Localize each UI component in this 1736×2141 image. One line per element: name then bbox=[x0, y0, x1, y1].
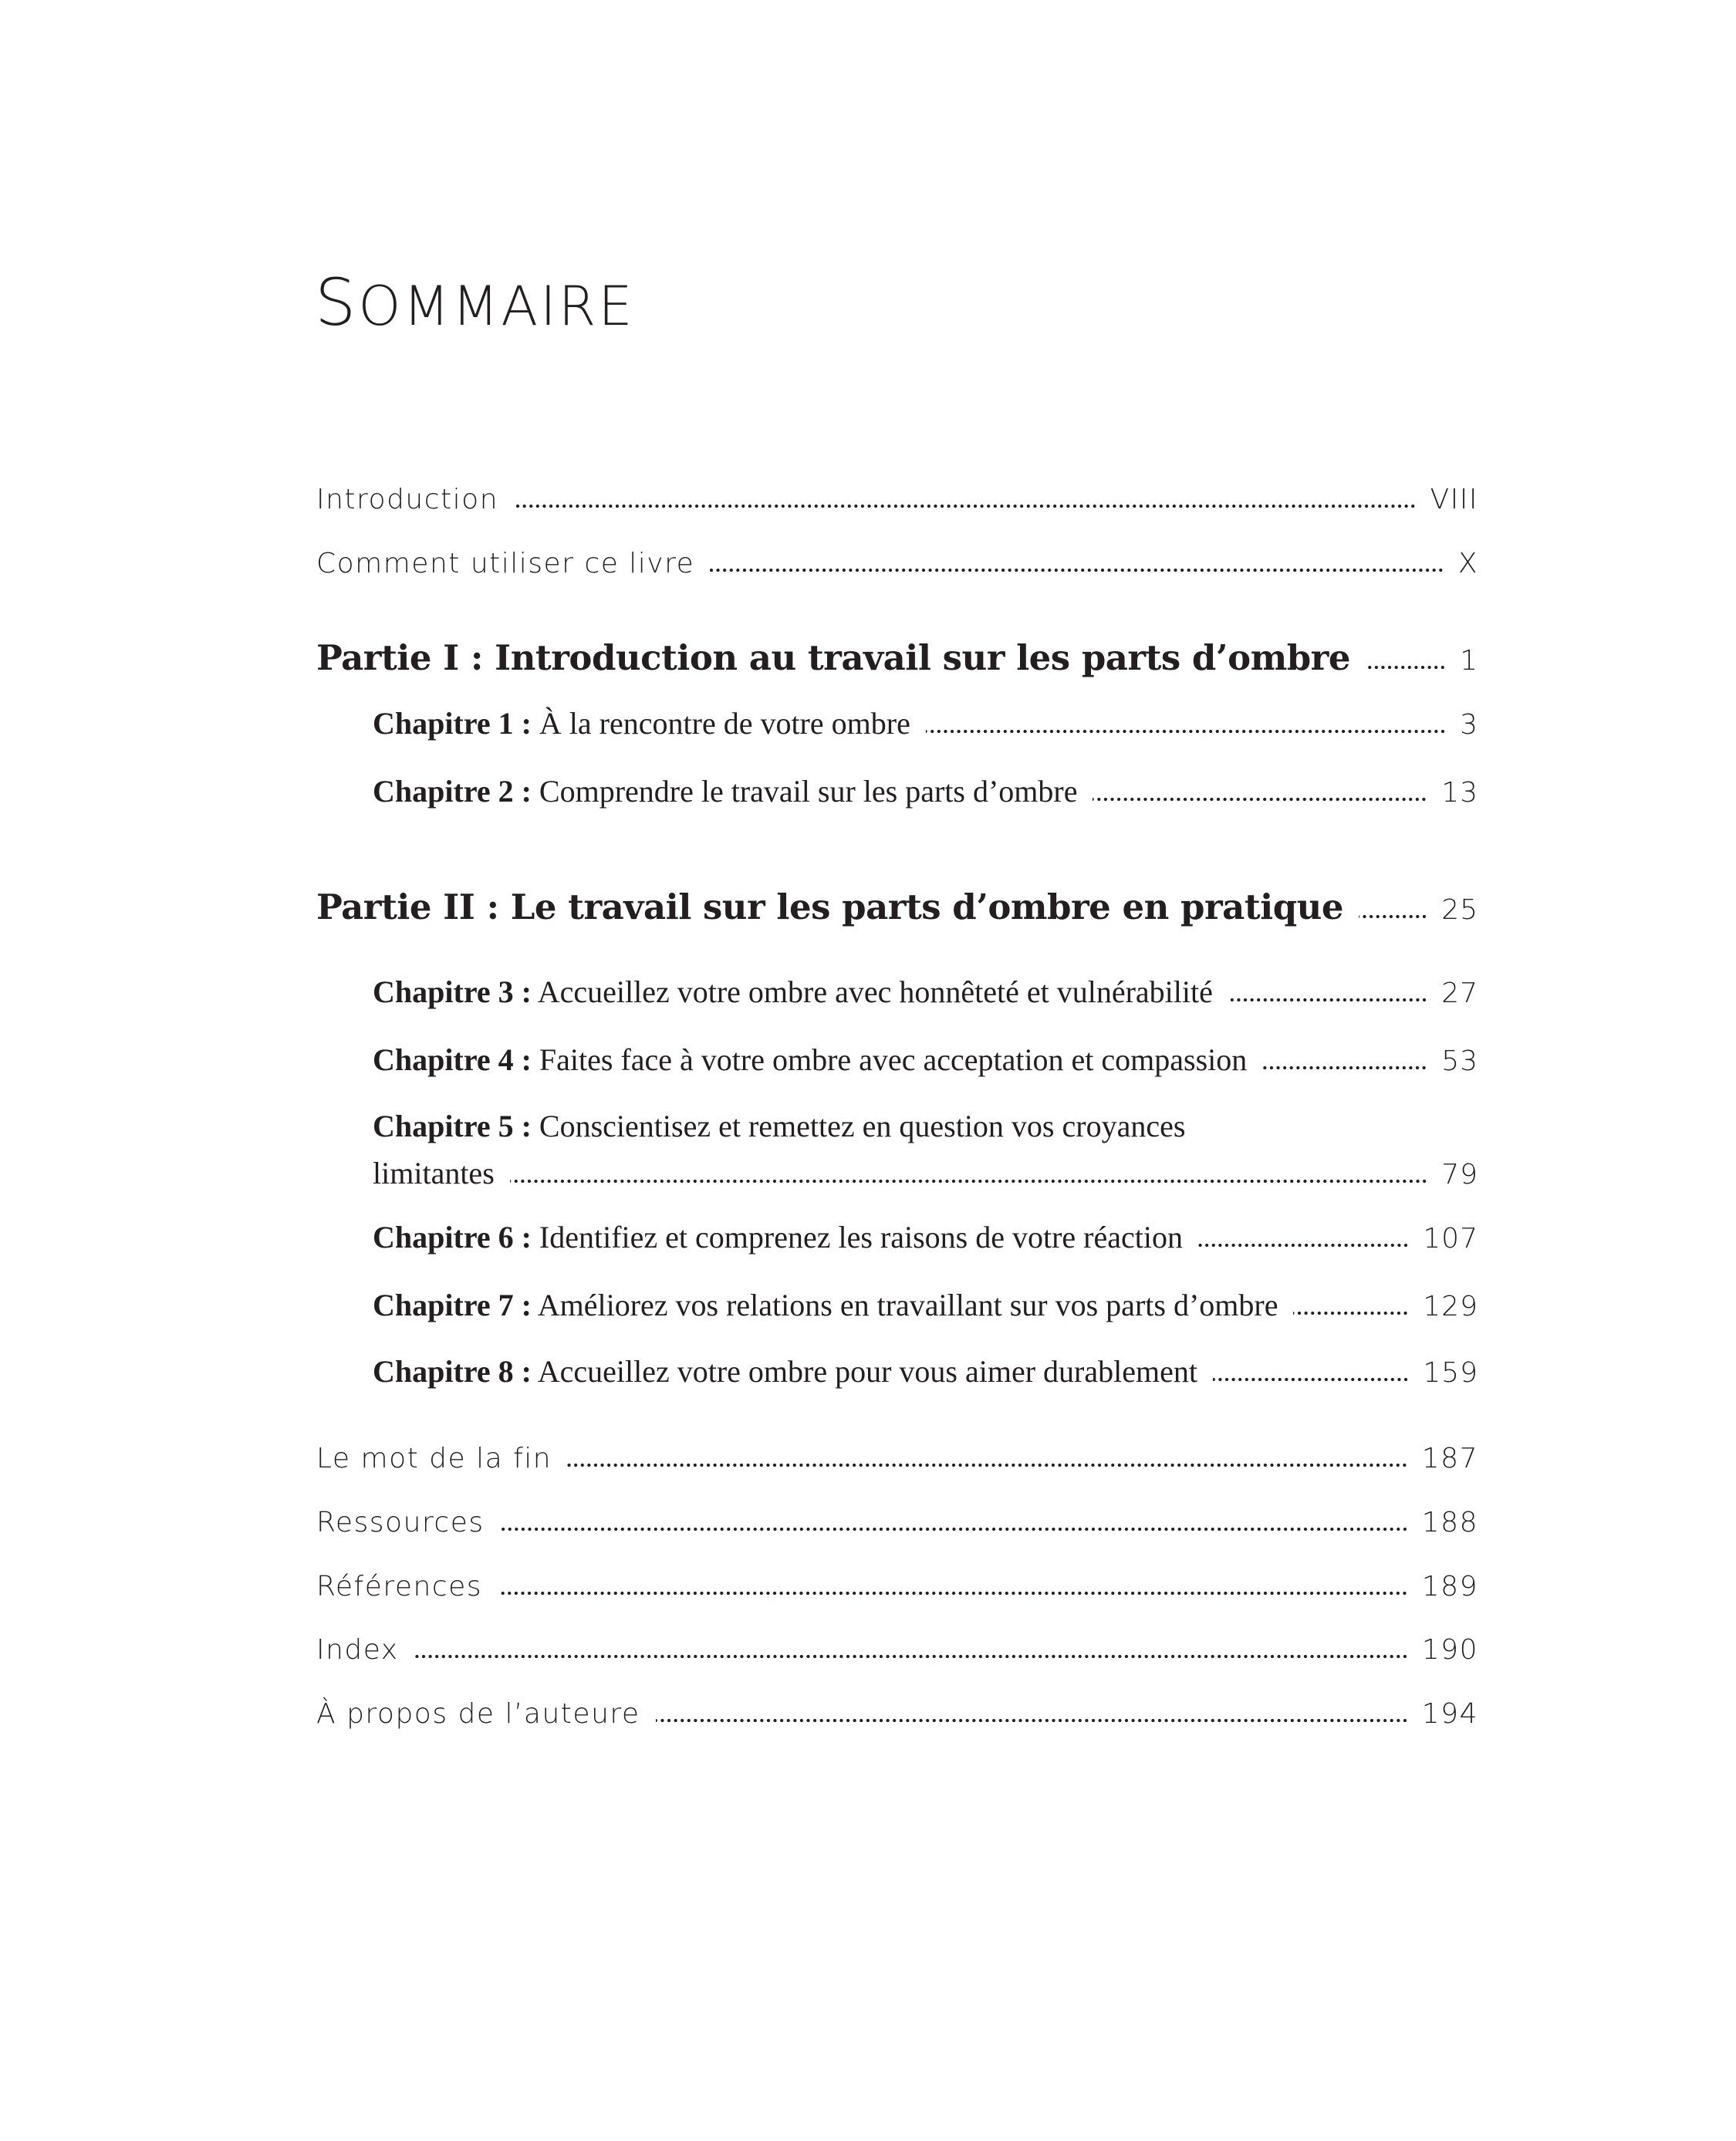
chapter-title: À la rencontre de votre ombre bbox=[539, 706, 910, 741]
dot-leader bbox=[1213, 1377, 1409, 1382]
toc-chapter-label bbox=[373, 974, 1213, 1011]
chapter-number: Chapitre 3 : bbox=[373, 974, 532, 1009]
toc-chapter-label bbox=[373, 1287, 1278, 1324]
toc-chapter-label bbox=[373, 1219, 1183, 1256]
chapter-title: Conscientisez et remettez en question vos croyances bbox=[539, 1109, 1186, 1143]
toc-chapter-1[interactable] bbox=[373, 705, 1478, 744]
toc-entry-page: 53 bbox=[1441, 1045, 1478, 1077]
toc-chapter-label bbox=[373, 705, 910, 742]
chapter-number: Chapitre 5 : bbox=[373, 1109, 532, 1143]
dot-leader bbox=[1366, 665, 1446, 670]
toc-entry-page: 3 bbox=[1460, 709, 1478, 741]
toc-chapter-5-line-1[interactable] bbox=[373, 1108, 1185, 1145]
chapter-title: Faites face à votre ombre avec acceptation et compassion bbox=[539, 1042, 1248, 1077]
chapter-title: Accueillez votre ombre pour vous aimer durablement bbox=[537, 1354, 1197, 1389]
page-title bbox=[315, 264, 635, 345]
toc-entry-a-propos[interactable] bbox=[316, 1697, 1478, 1731]
toc-chapter-3[interactable] bbox=[373, 974, 1478, 1012]
toc-entry-page: 159 bbox=[1423, 1357, 1478, 1389]
dot-leader bbox=[1228, 998, 1427, 1002]
toc-part-label: Partie I : Introduction au travail sur les parts d’ombre bbox=[316, 637, 1350, 678]
toc-part-label: Partie II : Le travail sur les parts d’ombre en pratique bbox=[316, 886, 1344, 927]
dot-leader bbox=[1198, 1243, 1409, 1248]
toc-entry-page: VIII bbox=[1430, 484, 1478, 515]
toc-chapter-2[interactable] bbox=[373, 773, 1478, 812]
dot-leader bbox=[567, 1463, 1408, 1467]
toc-entry-page: X bbox=[1457, 548, 1478, 579]
toc-entry-page: 129 bbox=[1423, 1291, 1478, 1322]
toc-entry-page: 1 bbox=[1460, 645, 1478, 677]
dot-leader bbox=[414, 1654, 1408, 1659]
dot-leader bbox=[500, 1527, 1408, 1531]
dot-leader bbox=[656, 1718, 1408, 1723]
chapter-title: Identifiez et comprenez les raisons de votre réaction bbox=[539, 1220, 1183, 1255]
toc-chapter-7[interactable] bbox=[373, 1287, 1478, 1325]
title-first-letter: S bbox=[315, 265, 359, 341]
toc-entry-page: 189 bbox=[1421, 1571, 1478, 1602]
toc-chapter-8[interactable] bbox=[373, 1353, 1478, 1392]
chapter-number: Chapitre 7 : bbox=[373, 1288, 532, 1322]
chapter-number: Chapitre 8 : bbox=[373, 1354, 532, 1389]
toc-part-1[interactable] bbox=[316, 637, 1478, 682]
toc-entry-label: Ressources bbox=[316, 1507, 485, 1538]
toc-entry-page: 27 bbox=[1441, 978, 1478, 1009]
toc-entry-label: Le mot de la fin bbox=[316, 1443, 552, 1474]
chapter-title-continued: limitantes bbox=[373, 1156, 495, 1190]
toc-entry-page: 79 bbox=[1441, 1159, 1478, 1190]
toc-entry-label: À propos de l’auteure bbox=[316, 1698, 640, 1730]
toc-entry-label: Introduction bbox=[316, 484, 499, 515]
toc-entry-page: 13 bbox=[1441, 777, 1478, 809]
title-rest: OMMAIRE bbox=[358, 275, 635, 339]
toc-entry-page: 25 bbox=[1441, 894, 1478, 926]
toc-entry-comment-utiliser[interactable] bbox=[316, 547, 1478, 581]
toc-entry-le-mot-de-la-fin[interactable] bbox=[316, 1442, 1478, 1476]
chapter-number: Chapitre 6 : bbox=[373, 1220, 532, 1255]
dot-leader bbox=[510, 1179, 1427, 1184]
toc-entry-label: Index bbox=[316, 1634, 399, 1666]
dot-leader bbox=[498, 1591, 1408, 1596]
toc-part-2[interactable] bbox=[316, 886, 1478, 931]
dot-leader bbox=[1262, 1065, 1427, 1070]
dot-leader bbox=[710, 568, 1444, 572]
dot-leader bbox=[1359, 914, 1427, 919]
toc-entry-page: 190 bbox=[1421, 1634, 1478, 1666]
toc-chapter-label bbox=[373, 1042, 1247, 1079]
dot-leader bbox=[1293, 1311, 1409, 1315]
toc-chapter-5-line-2[interactable] bbox=[373, 1155, 1478, 1194]
toc-chapter-6[interactable] bbox=[373, 1219, 1478, 1258]
chapter-number: Chapitre 2 : bbox=[373, 774, 532, 809]
toc-entry-label: Références bbox=[316, 1571, 483, 1602]
toc-chapter-label bbox=[373, 1353, 1197, 1390]
toc-chapter-label bbox=[373, 773, 1077, 810]
dot-leader bbox=[514, 504, 1417, 508]
toc-entry-label: Comment utiliser ce livre bbox=[316, 548, 695, 579]
toc-entry-index[interactable] bbox=[316, 1633, 1478, 1667]
toc-entry-page: 194 bbox=[1421, 1698, 1478, 1730]
chapter-number: Chapitre 1 : bbox=[373, 706, 532, 741]
toc-chapter-4[interactable] bbox=[373, 1042, 1478, 1080]
chapter-title: Améliorez vos relations en travaillant sur vos parts d’ombre bbox=[537, 1288, 1278, 1322]
toc-entry-page: 187 bbox=[1421, 1443, 1478, 1474]
toc-entry-page: 107 bbox=[1423, 1223, 1478, 1255]
chapter-title: Comprendre le travail sur les parts d’ombre bbox=[539, 774, 1078, 809]
dot-leader bbox=[1093, 797, 1427, 802]
toc-entry-ressources[interactable] bbox=[316, 1506, 1478, 1540]
toc-entry-references[interactable] bbox=[316, 1570, 1478, 1604]
chapter-title: Accueillez votre ombre avec honnêteté et vulnérabilité bbox=[537, 974, 1213, 1009]
dot-leader bbox=[926, 729, 1446, 734]
toc-entry-introduction[interactable] bbox=[316, 483, 1478, 517]
chapter-number: Chapitre 4 : bbox=[373, 1042, 532, 1077]
toc-entry-page: 188 bbox=[1421, 1507, 1478, 1538]
